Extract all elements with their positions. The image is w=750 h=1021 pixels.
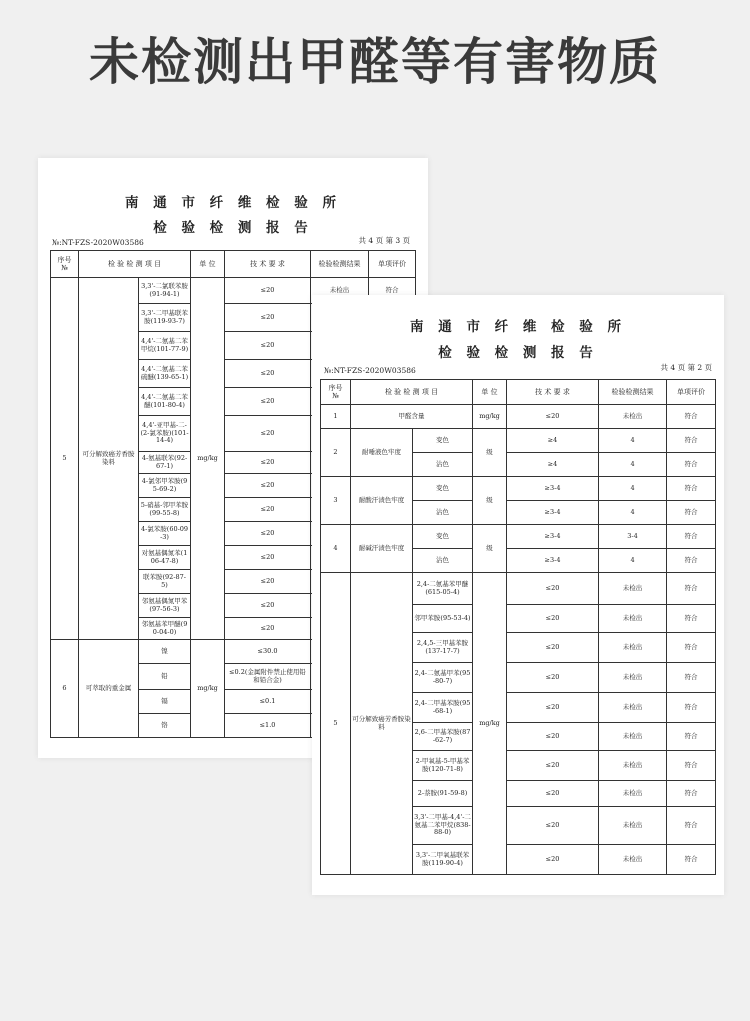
header-unit: 单 位 [473, 380, 507, 405]
item-cell: 联苯胺(92-87-5) [139, 570, 191, 594]
req-cell: ≥3-4 [507, 477, 599, 501]
req-cell: ≤20 [225, 452, 311, 474]
group-name: 可分解致癌芳香胺染料 [351, 573, 413, 875]
item-cell: 5-硝基-邻甲苯胺(99-55-8) [139, 498, 191, 522]
item-cell: 铅 [139, 664, 191, 690]
result-cell: 未检出 [599, 693, 667, 723]
item-cell: 2,6-二甲基苯胺(87-62-7) [413, 723, 473, 751]
table-row [321, 573, 716, 605]
result-cell: 未检出 [599, 781, 667, 807]
req-cell: ≤20 [507, 663, 599, 693]
req-cell: ≤20 [225, 594, 311, 618]
item-cell: 2-萘胺(91-59-8) [413, 781, 473, 807]
org-name: 南 通 市 纤 维 检 验 所 [125, 195, 341, 211]
req-cell: ≤0.1 [225, 690, 311, 714]
item-cell: 3,3'-二甲基-4,4'-二氨基二苯甲烷(838-88-0) [413, 807, 473, 845]
result-cell: 4 [599, 453, 667, 477]
seq-cell: 6 [51, 640, 79, 738]
unit-cell: mg/kg [473, 405, 507, 429]
item-cell: 4,4'-二氨基二苯硫醚(139-65-1) [139, 360, 191, 388]
header-req: 技 术 要 求 [225, 251, 311, 278]
eval-cell: 符合 [667, 405, 716, 429]
req-cell: ≥3-4 [507, 525, 599, 549]
item-cell: 对氨基偶氮苯(106-47-8) [139, 546, 191, 570]
eval-cell: 符合 [667, 605, 716, 633]
req-cell: ≥4 [507, 453, 599, 477]
req-cell: ≤20 [507, 405, 599, 429]
req-cell: ≥3-4 [507, 549, 599, 573]
item-cell: 镉 [139, 690, 191, 714]
result-cell: 4 [599, 501, 667, 525]
req-cell: ≤20 [225, 546, 311, 570]
req-cell: ≤20 [225, 304, 311, 332]
item-cell: 镍 [139, 640, 191, 664]
result-cell: 3-4 [599, 525, 667, 549]
eval-cell: 符合 [667, 693, 716, 723]
seq-cell: 1 [321, 405, 351, 429]
header-eval: 单项评价 [667, 380, 716, 405]
item-cell: 4,4'-亚甲基-二-(2-氯苯胺)(101-14-4) [139, 416, 191, 452]
sub-item-cell: 沾色 [413, 453, 473, 477]
eval-cell: 符合 [667, 429, 716, 453]
report-number: №:NT-FZS-2020W03586 [52, 238, 144, 247]
unit-cell: mg/kg [191, 278, 225, 640]
report-title: 检 验 检 测 报 告 [438, 345, 598, 361]
group-name: 耐酸汗渍色牢度 [351, 477, 413, 525]
sub-item-cell: 变色 [413, 429, 473, 453]
req-cell: ≤20 [225, 278, 311, 304]
report-page-2 [312, 295, 724, 895]
req-cell: ≤20 [225, 416, 311, 452]
unit-cell: 级 [473, 525, 507, 573]
eval-cell: 符合 [667, 453, 716, 477]
result-cell: 未检出 [599, 605, 667, 633]
header-req: 技 术 要 求 [507, 380, 599, 405]
req-cell: ≤20 [507, 845, 599, 875]
group-name: 可萃取的重金属 [79, 640, 139, 738]
req-cell: ≤20 [225, 570, 311, 594]
result-cell: 未检出 [599, 573, 667, 605]
req-cell: ≤20 [225, 360, 311, 388]
eval-cell: 符合 [667, 807, 716, 845]
unit-cell: mg/kg [473, 573, 507, 875]
group-name: 耐唾液色牢度 [351, 429, 413, 477]
req-cell: ≤20 [507, 781, 599, 807]
item-cell: 邻甲苯胺(95-53-4) [413, 605, 473, 633]
header-item: 检 验 检 测 项 目 [351, 380, 473, 405]
eval-cell: 符合 [667, 633, 716, 663]
item-cell: 4,4'-二氨基二苯醚(101-80-4) [139, 388, 191, 416]
eval-cell: 符合 [667, 477, 716, 501]
req-cell: ≤20 [507, 573, 599, 605]
req-cell: ≤20 [225, 474, 311, 498]
req-cell: ≤20 [507, 751, 599, 781]
report-title: 检 验 检 测 报 告 [153, 220, 313, 236]
eval-cell: 符合 [667, 781, 716, 807]
item-cell: 3,3'-二甲氧基联苯胺(119-90-4) [413, 845, 473, 875]
eval-cell: 符合 [667, 525, 716, 549]
header-result: 检验检测结果 [599, 380, 667, 405]
req-cell: ≤20 [507, 723, 599, 751]
seq-cell: 4 [321, 525, 351, 573]
item-cell: 甲醛含量 [351, 405, 473, 429]
sub-item-cell: 变色 [413, 525, 473, 549]
seq-cell: 5 [321, 573, 351, 875]
item-cell: 2,4-二甲基苯胺(95-68-1) [413, 693, 473, 723]
req-cell: ≥3-4 [507, 501, 599, 525]
group-name: 耐碱汗渍色牢度 [351, 525, 413, 573]
result-cell: 未检出 [599, 723, 667, 751]
headline: 未检测出甲醛等有害物质 [89, 33, 661, 91]
group-name: 可分解致癌芳香胺染料 [79, 278, 139, 640]
req-cell: ≤0.2(金属附件禁止使用铅和铅合金) [225, 664, 311, 690]
req-cell: ≤20 [507, 693, 599, 723]
req-cell: ≤20 [507, 605, 599, 633]
req-cell: ≤20 [225, 498, 311, 522]
result-cell: 4 [599, 429, 667, 453]
item-cell: 铬 [139, 714, 191, 738]
seq-cell: 2 [321, 429, 351, 477]
table-header-row [321, 380, 716, 405]
table-header-row [51, 251, 416, 278]
item-cell: 2,4,5-三甲基苯胺(137-17-7) [413, 633, 473, 663]
item-cell: 3,3'-二甲基联苯胺(119-93-7) [139, 304, 191, 332]
item-cell: 2,4-二氨基苯甲醚(615-05-4) [413, 573, 473, 605]
eval-cell: 符合 [667, 501, 716, 525]
table-row [321, 405, 716, 429]
item-cell: 2-甲氧基-5-甲基苯胺(120-71-8) [413, 751, 473, 781]
unit-cell: 级 [473, 477, 507, 525]
item-cell: 3,3'-二氯联苯胺(91-94-1) [139, 278, 191, 304]
item-cell: 2,4-二氨基甲苯(95-80-7) [413, 663, 473, 693]
eval-cell: 符合 [667, 573, 716, 605]
header-item: 检 验 检 测 项 目 [79, 251, 191, 278]
req-cell: ≤20 [507, 633, 599, 663]
results-table [320, 379, 716, 875]
seq-cell: 5 [51, 278, 79, 640]
header-eval: 单项评价 [369, 251, 416, 278]
item-cell: 邻氨基偶氮甲苯(97-56-3) [139, 594, 191, 618]
item-cell: 邻氨基苯甲醚(90-04-0) [139, 618, 191, 640]
req-cell: ≤20 [225, 618, 311, 640]
req-cell: ≤20 [507, 807, 599, 845]
eval-cell: 符合 [667, 723, 716, 751]
result-cell: 未检出 [599, 405, 667, 429]
page-count: 共 4 页 第 3 页 [358, 236, 410, 245]
eval-cell: 符合 [667, 549, 716, 573]
result-cell: 4 [599, 477, 667, 501]
header-unit: 单 位 [191, 251, 225, 278]
header-result: 检验检测结果 [311, 251, 369, 278]
req-cell: ≤20 [225, 522, 311, 546]
eval-cell: 符合 [667, 845, 716, 875]
item-cell: 4,4'-二氨基二苯甲烷(101-77-9) [139, 332, 191, 360]
result-cell: 未检出 [599, 633, 667, 663]
eval-cell: 符合 [667, 663, 716, 693]
org-name: 南 通 市 纤 维 检 验 所 [410, 319, 626, 335]
eval-cell: 符合 [667, 751, 716, 781]
sub-item-cell: 沾色 [413, 549, 473, 573]
result-cell: 未检出 [311, 278, 369, 304]
eval-cell: 符合 [369, 278, 416, 304]
result-cell: 未检出 [599, 751, 667, 781]
table-row [321, 429, 716, 453]
unit-cell: 级 [473, 429, 507, 477]
header-seq: 序号 № [321, 380, 351, 405]
req-cell: ≤30.0 [225, 640, 311, 664]
sub-item-cell: 变色 [413, 477, 473, 501]
table-row [321, 477, 716, 501]
req-cell: ≤20 [225, 332, 311, 360]
req-cell: ≤1.0 [225, 714, 311, 738]
seq-cell: 3 [321, 477, 351, 525]
item-cell: 4-氯邻甲苯胺(95-69-2) [139, 474, 191, 498]
result-cell: 4 [599, 549, 667, 573]
result-cell: 未检出 [599, 663, 667, 693]
result-cell: 未检出 [599, 845, 667, 875]
header-seq: 序号 № [51, 251, 79, 278]
table-row [321, 525, 716, 549]
item-cell: 4-氯苯胺(60-09-3) [139, 522, 191, 546]
item-cell: 4-氨基联苯(92-67-1) [139, 452, 191, 474]
report-number: №:NT-FZS-2020W03586 [324, 366, 416, 375]
req-cell: ≥4 [507, 429, 599, 453]
page-count: 共 4 页 第 2 页 [660, 363, 712, 372]
req-cell: ≤20 [225, 388, 311, 416]
unit-cell: mg/kg [191, 640, 225, 738]
result-cell: 未检出 [599, 807, 667, 845]
sub-item-cell: 沾色 [413, 501, 473, 525]
